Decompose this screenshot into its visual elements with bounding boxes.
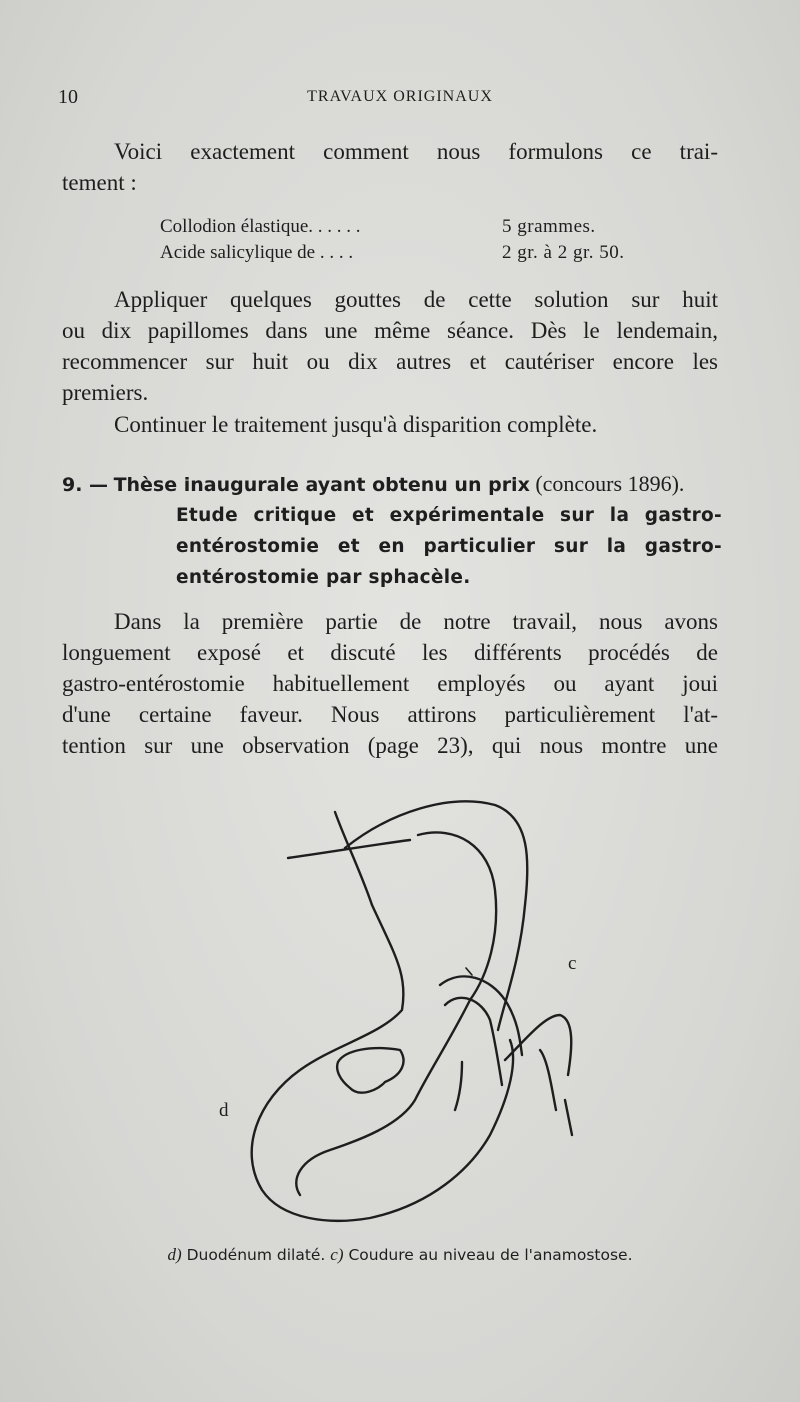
drawing-stroke xyxy=(466,968,472,975)
thesis-number: 9. — xyxy=(62,474,109,496)
text-line: Voici exactement comment nous formulons ce trai- xyxy=(114,139,718,164)
text-line: longuement exposé et discuté les différents procédés de xyxy=(62,640,718,665)
text-line: d'une certaine faveur. Nous attirons particulièrement l'at- xyxy=(62,702,718,727)
caption-key-c: c) xyxy=(330,1245,344,1264)
drawing-stroke xyxy=(540,1050,556,1110)
text-line: ou dix papillomes dans une même séance. Dès le lendemain, xyxy=(62,318,718,343)
drawing-stroke xyxy=(345,801,527,1030)
subtitle-line: Etude critique et expérimentale sur la gastro- xyxy=(176,505,722,526)
subtitle-line: entérostomie par sphacèle. xyxy=(176,567,471,588)
text-line: tention sur une observation (page 23), qui nous montre une xyxy=(62,733,718,758)
drawing-stroke xyxy=(252,905,513,1221)
page-number: 10 xyxy=(58,86,78,108)
drawing-stroke xyxy=(296,1000,470,1195)
ingredient-name: Acide salicylique de . . . . xyxy=(160,242,354,263)
subtitle-line: entérostomie et en particulier sur la gastro- xyxy=(176,536,722,557)
ingredient-quantity: 5 grammes. xyxy=(502,216,596,237)
thesis-title: Thèse inaugurale ayant obtenu un prix xyxy=(113,474,530,496)
text-line: Dans la première partie de notre travail, nous avons xyxy=(114,609,718,634)
text-line: tement : xyxy=(62,170,137,195)
drawing-stroke xyxy=(418,832,496,1000)
ingredient-quantity: 2 gr. à 2 gr. 50. xyxy=(502,242,625,263)
running-title: TRAVAUX ORIGINAUX xyxy=(307,88,493,105)
drawing-stroke xyxy=(565,1100,572,1135)
figure-label-d: d xyxy=(219,1100,229,1121)
figure-caption xyxy=(0,1245,800,1265)
caption-text-c: Coudure au niveau de l'anamostose. xyxy=(348,1246,633,1264)
ingredient-name: Collodion élastique. . . . . . xyxy=(160,216,361,237)
text-line: Appliquer quelques gouttes de cette solution sur huit xyxy=(114,287,718,312)
figure-label-c: c xyxy=(568,953,577,974)
drawing-stroke xyxy=(445,998,502,1085)
text-line: recommencer sur huit ou dix autres et cautériser encore les xyxy=(62,349,718,374)
thesis-note: (concours 1896). xyxy=(535,471,685,496)
caption-text-d: Duodénum dilaté. xyxy=(186,1246,326,1264)
text-line: premiers. xyxy=(62,380,149,405)
drawing-stroke xyxy=(455,1062,462,1110)
drawing-stroke xyxy=(337,1048,403,1093)
text-line: gastro-entérostomie habituellement employés ou ayant joui xyxy=(62,671,718,696)
text-line: Continuer le traitement jusqu'à disparition complète. xyxy=(114,412,598,437)
caption-key-d: d) xyxy=(167,1245,182,1264)
drawing-stroke xyxy=(335,812,372,905)
